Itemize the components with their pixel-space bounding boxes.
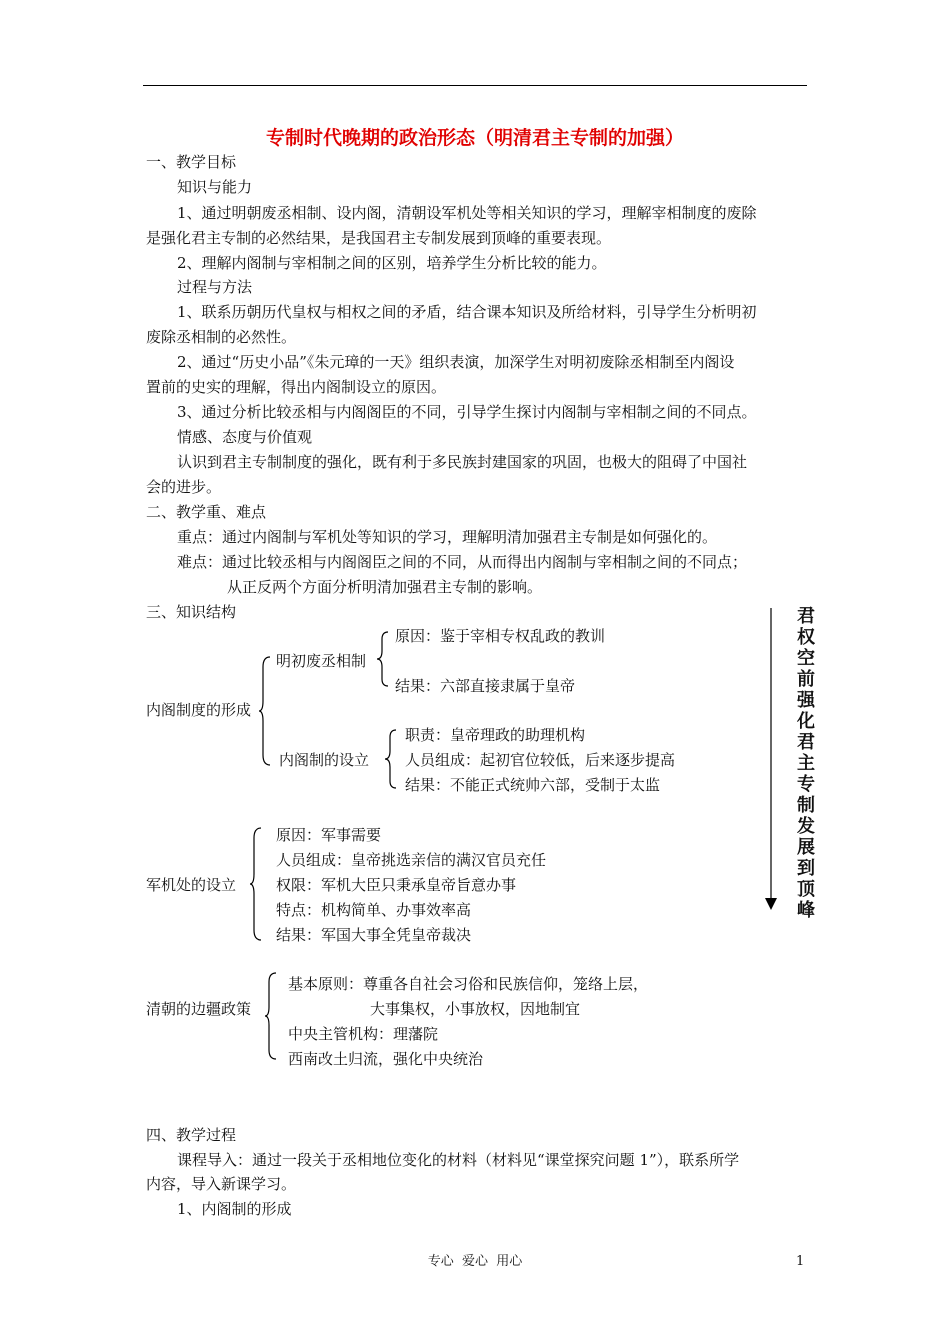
para-6-line-1: 认识到君主专制制度的强化，既有利于多民族封建国家的巩固，也极大的阻碍了中国社: [177, 453, 748, 471]
bianjiang-organ: 中央主管机构：理藩院: [288, 1025, 439, 1043]
neige-branch-2-label: 内阁制的设立: [279, 751, 370, 769]
subheading-knowledge: 知识与能力: [177, 178, 253, 196]
difficulty-line-1: 难点：通过比较丞相与内阁阁臣之间的不同，从而得出内阁制与宰相制之间的不同点；: [177, 553, 748, 571]
branch-2-duty: 职责：皇帝理政的助理机构: [405, 726, 586, 744]
para-4-line-1: 2、通过“历史小品”《朱元璋的一天》组织表演，加深学生对明初废除丞相制至内阁设: [177, 353, 735, 371]
para-6-line-2: 会的进步。: [146, 478, 222, 496]
header-rule: [143, 85, 807, 86]
bianjiang-brace: [264, 971, 278, 1061]
junji-item: 权限：军机大臣只秉承皇帝旨意办事: [276, 876, 517, 894]
intro-line-1: 课程导入：通过一段关于丞相地位变化的材料（材料见“课堂探究问题 1”），联系所学: [177, 1151, 740, 1169]
junji-brace: [249, 826, 263, 942]
bianjiang-principle-line-2: 大事集权，小事放权，因地制宜: [370, 1000, 581, 1018]
neige-label: 内阁制度的形成: [146, 701, 252, 719]
intro-line-2: 内容，导入新课学习。: [146, 1175, 297, 1193]
branch-1-reason: 原因：鉴于宰相专权乱政的教训: [395, 627, 606, 645]
junji-item: 原因：军事需要: [276, 826, 382, 844]
document-title: 专制时代晚期的政治形态（明清君主专制的加强）: [265, 127, 684, 149]
junji-item: 特点：机构简单、办事效率高: [276, 901, 472, 919]
junji-item: 人员组成：皇帝挑选亲信的满汉官员充任: [276, 851, 547, 869]
para-5: 3、通过分析比较丞相与内阁阁臣的不同，引导学生探讨内阁制与宰相制之间的不同点。: [177, 403, 757, 421]
bianjiang-principle-line-1: 基本原则：尊重各自社会习俗和民族信仰，笼络上层，: [288, 975, 649, 993]
branch-2-staff: 人员组成：起初官位较低，后来逐步提高: [405, 751, 676, 769]
section-1-heading: 一、教学目标: [146, 153, 237, 171]
para-3-line-2: 废除丞相制的必然性。: [146, 328, 297, 346]
footer-motto: 专心 爱心 用心: [427, 1254, 523, 1269]
section-2-heading: 二、教学重、难点: [146, 503, 267, 521]
bianjiang-label: 清朝的边疆政策: [146, 1000, 252, 1018]
side-note-vertical: 君权空前强化君主专制发展到顶峰: [797, 606, 815, 921]
key-point: 重点：通过内阁制与军机处等知识的学习，理解明清加强君主专制是如何强化的。: [177, 528, 718, 546]
page-number: 1: [796, 1254, 805, 1269]
subheading-values: 情感、态度与价值观: [177, 428, 313, 446]
para-1-line-1: 1、通过明朝废丞相制、设内阁，清朝设军机处等相关知识的学习，理解宰相制度的废除: [177, 204, 757, 222]
subheading-process: 过程与方法: [177, 278, 253, 296]
branch-1-brace: [376, 630, 390, 688]
bianjiang-southwest: 西南改土归流，强化中央统治: [288, 1050, 484, 1068]
branch-1-result: 结果：六部直接隶属于皇帝: [395, 677, 576, 695]
section-3-heading: 三、知识结构: [146, 603, 237, 621]
down-arrow-icon: [763, 608, 779, 912]
junji-label: 军机处的设立: [146, 876, 237, 894]
para-1-line-2: 是强化君主专制的必然结果，是我国君主专制发展到顶峰的重要表现。: [146, 229, 612, 247]
item-1-heading: 1、内阁制的形成: [177, 1200, 292, 1218]
neige-brace: [258, 655, 272, 767]
branch-2-brace: [384, 728, 398, 790]
junji-item: 结果：军国大事全凭皇帝裁决: [276, 926, 472, 944]
para-4-line-2: 置前的史实的理解，得出内阁制设立的原因。: [146, 378, 447, 396]
section-4-heading: 四、教学过程: [146, 1126, 237, 1144]
difficulty-line-2: 从正反两个方面分析明清加强君主专制的影响。: [227, 578, 543, 596]
para-3-line-1: 1、联系历朝历代皇权与相权之间的矛盾，结合课本知识及所给材料，引导学生分析明初: [177, 303, 757, 321]
neige-branch-1-label: 明初废丞相制: [276, 652, 367, 670]
para-2: 2、理解内阁制与宰相制之间的区别，培养学生分析比较的能力。: [177, 254, 607, 272]
branch-2-result: 结果：不能正式统帅六部，受制于太监: [405, 776, 661, 794]
